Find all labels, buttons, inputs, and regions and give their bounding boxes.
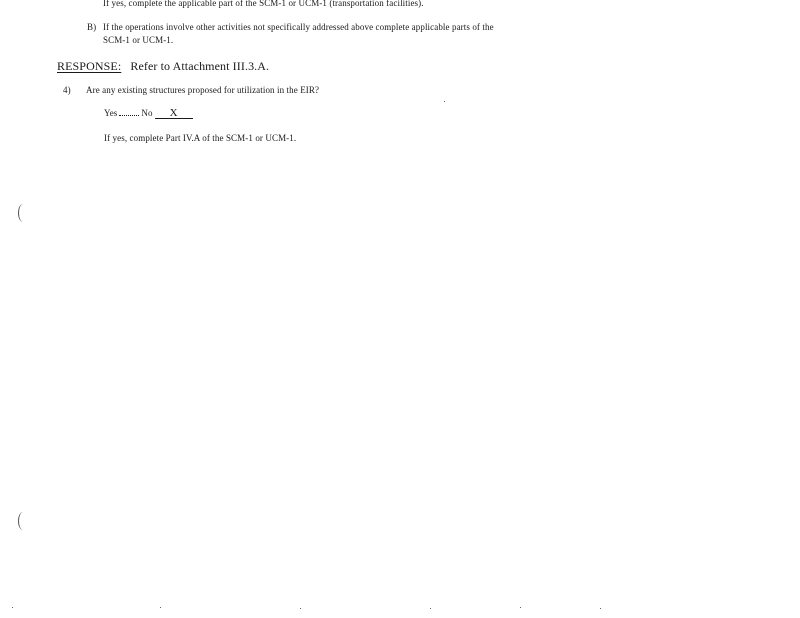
- yes-blank: [119, 115, 139, 116]
- question-4-text: Are any existing structures proposed for utilization in the EIR?: [86, 85, 320, 95]
- scan-speck: [600, 608, 601, 609]
- scan-speck: [444, 101, 445, 102]
- line-top-instruction: If yes, complete the applicable part of the SCM-1 or UCM-1 (transportation facilities).: [103, 0, 424, 8]
- item-b-line-2: SCM-1 or UCM-1.: [103, 35, 174, 45]
- no-answer-x: X: [155, 108, 193, 119]
- scan-speck: [160, 607, 161, 608]
- scan-artifact-mark: [18, 512, 28, 530]
- response-text: Refer to Attachment III.3.A.: [130, 59, 270, 73]
- item-b-line-1: If the operations involve other activities not specifically addressed above complete applicable parts of the: [103, 22, 494, 32]
- yes-label: Yes: [104, 108, 118, 118]
- scan-artifact-mark: [18, 204, 28, 222]
- no-label: No: [141, 108, 153, 118]
- scan-speck: [300, 608, 301, 609]
- followup-instruction: If yes, complete Part IV.A of the SCM-1 or UCM-1.: [104, 133, 297, 143]
- scan-speck: [430, 608, 431, 609]
- scan-speck: [12, 607, 13, 608]
- yes-no-row: [104, 108, 193, 119]
- scan-speck: [520, 607, 521, 608]
- response-line: [57, 59, 269, 74]
- question-4-number: 4): [63, 85, 71, 95]
- item-b-label: B): [87, 22, 97, 32]
- response-label: RESPONSE:: [57, 59, 122, 73]
